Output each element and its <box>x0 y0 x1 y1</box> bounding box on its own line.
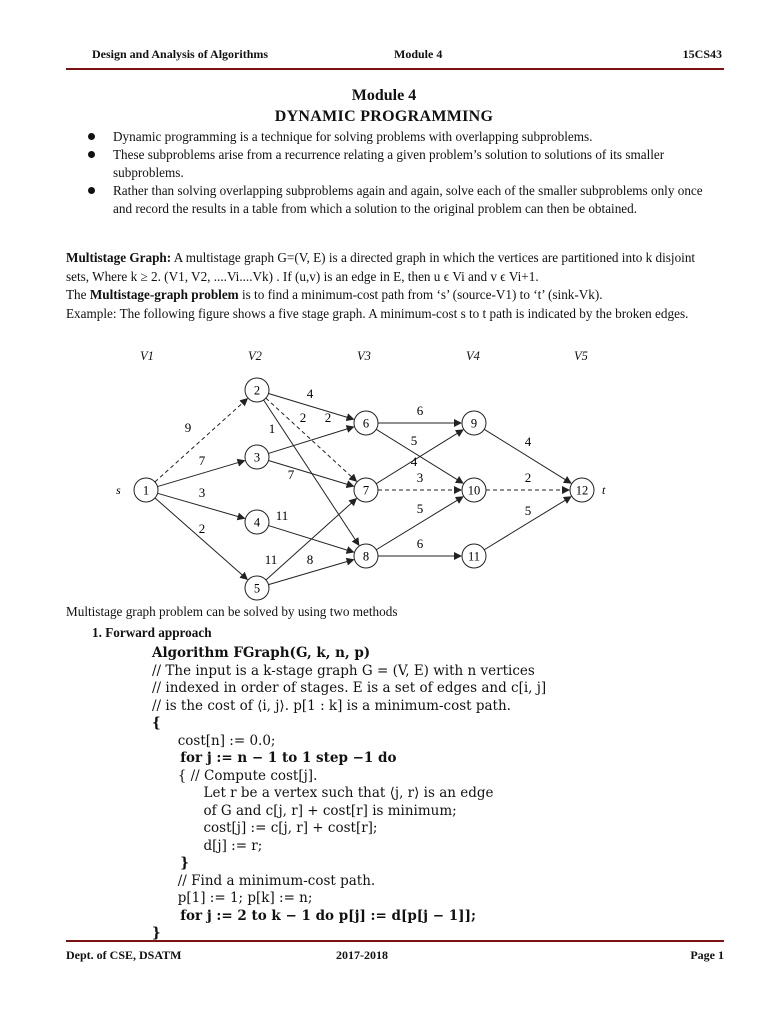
footer-page: Page 1 <box>690 948 724 962</box>
module-title: Module 4 <box>351 87 417 104</box>
edge-weight-1-2: 9 <box>184 420 192 435</box>
edge-weight-1-5: 2 <box>198 521 206 536</box>
algorithm-line: } <box>152 925 161 941</box>
node-label-12: 12 <box>575 483 589 498</box>
edge-weight-3-6: 2 <box>299 410 307 425</box>
edge-weight-8-10: 5 <box>416 501 424 516</box>
edge-weight-1-3: 7 <box>198 453 206 468</box>
definition-text: A multistage graph G=(V, E) is a directed graph in which the vertices are partitioned into k disjoint sets, Where k ≥ 2. (V1, V2, ....Vi....Vk) . If (u,v) is an edge in E, then u ϵ Vi and v ϵ Vi+1. <box>66 250 696 284</box>
edge-weight-7-10: 3 <box>416 470 424 485</box>
edge-weight-7-9: 4 <box>410 454 418 469</box>
edge-weight-6-9: 6 <box>416 403 424 418</box>
node-label-3: 3 <box>253 450 261 465</box>
algorithm-line: d[j] := r; <box>152 837 263 854</box>
node-label-2: 2 <box>253 383 261 398</box>
algorithm-line: // indexed in order of stages. E is a set of edges and c[i, j] <box>152 680 547 696</box>
algorithm-line: for j := n − 1 to 1 step −1 do <box>152 750 397 766</box>
stage-label-v4: V4 <box>466 349 480 363</box>
intro-bullets <box>88 128 708 218</box>
algorithm-line: for j := 2 to k − 1 do p[j] := d[p[j − 1]]; <box>152 907 476 924</box>
stage-label-v1: V1 <box>140 349 154 363</box>
footer-rule <box>66 940 724 942</box>
node-label-11: 11 <box>467 549 481 564</box>
header-course: Design and Analysis of Algorithms <box>92 47 269 61</box>
edge-3-7 <box>268 460 353 486</box>
node-label-5: 5 <box>253 581 261 596</box>
bullet-dot-icon <box>88 133 95 140</box>
problem-term: Multistage-graph problem <box>89 287 239 302</box>
edge-weight-9-12: 4 <box>524 434 532 449</box>
footer-year: 2017-2018 <box>336 948 388 962</box>
node-label-8: 8 <box>362 549 370 564</box>
example-text: Example: The following figure shows a five stage graph. A minimum-cost s to t path is indicated by the broken edges. <box>66 305 689 321</box>
bullet-item: Dynamic programming is a technique for solving problems with overlapping subproblems. <box>88 128 708 146</box>
edge-weight-6-10: 5 <box>410 433 418 448</box>
definition-term: Multistage Graph: <box>66 250 172 265</box>
edge-weight-5-8: 8 <box>306 552 314 567</box>
sink-label: t <box>602 483 606 497</box>
node-label-1: 1 <box>142 483 150 498</box>
algorithm-line: { <box>152 715 161 731</box>
edge-weight-4-8: 11 <box>275 508 289 523</box>
algorithm-line: // The input is a k-stage graph G = (V, E) with n vertices <box>152 662 535 679</box>
bullet-dot-icon <box>88 151 95 158</box>
node-label-7: 7 <box>362 483 370 498</box>
multistage-graph <box>116 370 630 602</box>
edge-weight-2-6: 4 <box>306 386 314 401</box>
algorithm-line: p[1] := 1; p[k] := n; <box>152 890 313 906</box>
edge-weight-5-7: 11 <box>264 552 278 567</box>
bullet-dot-icon <box>88 187 95 194</box>
edge-1-5 <box>155 498 247 579</box>
page-header <box>92 45 722 65</box>
algorithm-line: // is the cost of ⟨i, j⟩. p[1 : k] is a minimum-cost path. <box>152 697 511 714</box>
edge-1-2 <box>155 399 247 482</box>
node-label-10: 10 <box>467 483 481 498</box>
edge-weight-3-7: 7 <box>287 467 295 482</box>
algorithm-line: } <box>152 855 189 871</box>
node-label-4: 4 <box>253 515 261 530</box>
edge-2-8 <box>264 400 359 545</box>
algorithm-line: of G and c[j, r] + cost[r] is minimum; <box>152 802 457 819</box>
algorithm-line: Let r be a vertex such that ⟨j, r⟩ is an edge <box>152 785 494 801</box>
stage-label-v5: V5 <box>574 349 588 363</box>
node-label-9: 9 <box>470 416 478 431</box>
stage-label-v2: V2 <box>248 349 262 363</box>
edge-weight-11-12: 5 <box>524 503 532 518</box>
node-label-6: 6 <box>362 416 370 431</box>
edge-weight-2-7: 2 <box>324 410 332 425</box>
algorithm-line: { // Compute cost[j]. <box>152 767 318 784</box>
forward-approach-heading: 1. Forward approach <box>92 625 212 640</box>
bullet-item: Rather than solving overlapping subproblems again and again, solve each of the smaller subproblems only once and record the results in a table from which a solution to the original problem can then be obtained. <box>88 182 708 218</box>
source-label: s <box>116 483 121 497</box>
bullet-item: These subproblems arise from a recurrence relating a given problem’s solution to solutions of its smaller subproblems. <box>88 146 708 182</box>
edge-weight-8-11: 6 <box>416 536 424 551</box>
edge-weight-10-12: 2 <box>524 470 532 485</box>
header-module: Module 4 <box>394 47 443 61</box>
header-code: 15CS43 <box>682 47 722 61</box>
algorithm-fgraph <box>152 645 546 943</box>
header-rule <box>66 68 724 70</box>
chapter-title: DYNAMIC PROGRAMMING <box>274 108 494 125</box>
algorithm-line: Algorithm FGraph(G, k, n, p) <box>152 645 371 661</box>
edge-3-6 <box>268 427 353 454</box>
multistage-definition: Multistage Graph: A multistage graph G=(V, E) is a directed graph in which the vertices are partitioned into k disjoint sets, Where k ≥ 2. (V1, V2, ....Vi....Vk) . If (u,v) is an edge in E, then u ϵ Vi and v ϵ Vi+1. The Multistage-graph problem is to find a minimum-cost path from ‘s’ (source-V1) to ‘t’ (sink-Vk). Example: The following figure shows a five stage graph. A minimum-cost s to t path is indicated by the broken edges. <box>66 250 696 321</box>
algorithm-line: cost[n] := 0.0; <box>152 732 276 749</box>
algorithm-line: cost[j] := c[j, r] + cost[r]; <box>152 820 378 836</box>
stage-label-v3: V3 <box>357 349 371 363</box>
edge-weight-1-4: 3 <box>198 485 206 500</box>
methods-text: Multistage graph problem can be solved by using two methods <box>66 604 398 619</box>
footer-dept: Dept. of CSE, DSATM <box>66 948 182 962</box>
page-footer <box>66 946 724 966</box>
algorithm-line: // Find a minimum-cost path. <box>152 872 376 889</box>
edge-weight-2-8: 1 <box>268 421 276 436</box>
